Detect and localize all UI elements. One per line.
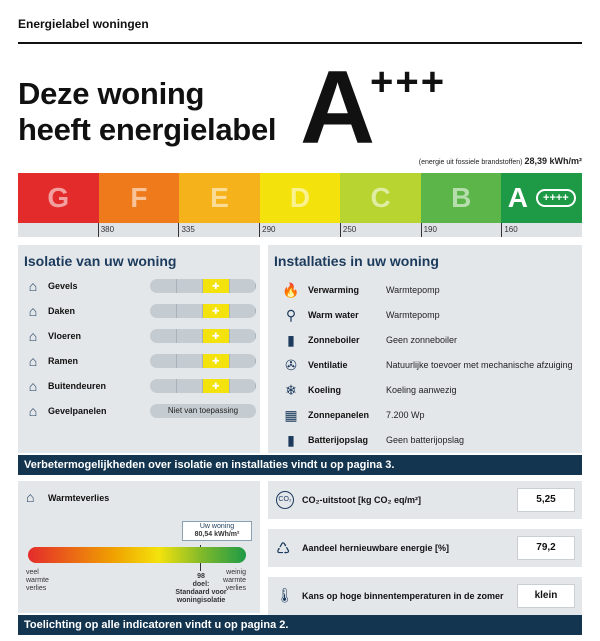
house-window-icon: ⌂ [28, 353, 38, 369]
installation-value: Warmtepomp [386, 310, 440, 320]
heat-left-caption [26, 569, 49, 593]
isolation-rating-bar [150, 279, 256, 293]
renewable-value: 79,2 [517, 536, 575, 560]
tap-icon: ⚲ [285, 306, 297, 323]
improvement-banner: Verbetermogelijkheden over isolatie en installaties vindt u op pagina 3. [18, 455, 582, 475]
rating-plus-icon: ✚ [203, 304, 230, 318]
installations-title: Installaties in uw woning [274, 253, 439, 269]
energy-label-letter: A [300, 50, 372, 166]
scale-segment-b [421, 173, 502, 223]
rating-plus-icon: ✚ [203, 279, 230, 293]
isolation-label: Daken [48, 306, 76, 316]
installation-value: Koeling aanwezig [386, 385, 457, 395]
flame-icon: 🔥 [282, 281, 300, 298]
isolation-row [24, 326, 148, 346]
installation-value: 7.200 Wp [386, 410, 425, 420]
house-wall-icon: ⌂ [28, 278, 38, 294]
installation-value: Natuurlijke toevoer met mechanische afzuiging [386, 360, 573, 370]
installation-row [282, 380, 457, 400]
installation-name: Koeling [308, 385, 341, 395]
fossil-value: 28,39 kWh/m² [524, 156, 582, 166]
energy-label-plus: +++ [370, 60, 447, 104]
isolation-row [24, 351, 148, 371]
scale-letter-a: A [507, 182, 529, 213]
house-roof-icon: ⌂ [28, 303, 38, 319]
installation-row [282, 330, 457, 350]
header-divider [18, 42, 582, 44]
isolation-rating-bar [150, 329, 256, 343]
left-caption-3: verlies [26, 585, 47, 592]
hero-title-line1: Deze woning [18, 76, 205, 111]
isolation-label: Ramen [48, 356, 79, 366]
installation-name: Warm water [308, 310, 359, 320]
isolation-label: Gevels [48, 281, 78, 291]
right-caption-3: verlies [225, 585, 246, 592]
isolation-rating-bar [150, 379, 256, 393]
heat-target [166, 573, 236, 605]
installation-value: Geen batterijopslag [386, 435, 465, 445]
rating-plus-icon: ✚ [203, 329, 230, 343]
scale-segment-a [501, 173, 582, 223]
renewable-label: Aandeel hernieuwbare energie [%] [302, 543, 450, 553]
scale-segment-e [179, 173, 260, 223]
co2-panel [268, 481, 582, 519]
installation-name: Ventilatie [308, 360, 348, 370]
threshold-0 [18, 223, 98, 237]
isolation-label: Vloeren [48, 331, 82, 341]
installation-row [282, 430, 464, 450]
isolation-row [24, 401, 148, 421]
threshold-1: 380 [98, 223, 179, 237]
isolation-label: Buitendeuren [48, 381, 107, 391]
renewable-panel [268, 529, 582, 567]
overheat-panel [268, 577, 582, 615]
scale-letter-e: E [210, 182, 229, 213]
threshold-6: 160 [501, 223, 582, 237]
energy-thresholds [18, 223, 582, 237]
isolation-value: Niet van toepassing [150, 404, 256, 418]
threshold-4: 250 [340, 223, 421, 237]
isolation-title: Isolatie van uw woning [24, 253, 177, 269]
scale-segment-g [18, 173, 99, 223]
energy-scale [18, 173, 582, 223]
target-caption-1: Standaard voor [175, 589, 227, 596]
installation-row [282, 355, 573, 375]
installation-value: Geen zonneboiler [386, 335, 458, 345]
isolation-rating-bar [150, 304, 256, 318]
left-caption-1: veel [26, 569, 39, 576]
co2-icon: CO₂ [276, 491, 294, 509]
installation-value: Warmtepomp [386, 285, 440, 295]
heat-loss-title: Warmteverlies [48, 493, 110, 503]
installation-name: Zonneboiler [308, 335, 360, 345]
renewable-icon: ♺ [276, 541, 291, 558]
left-caption-2: warmte [26, 577, 49, 584]
scale-letter-b: B [451, 182, 472, 213]
installation-row [282, 405, 425, 425]
scale-letter-g: G [47, 182, 70, 213]
target-value: 98 [197, 573, 205, 580]
hero-title-line2: heeft energielabel [18, 112, 277, 147]
threshold-2: 335 [178, 223, 259, 237]
co2-label: CO₂-uitstoot [kg CO₂ eq/m²] [302, 495, 421, 505]
heat-loss-icon: ⌂ [26, 489, 35, 505]
fossil-note-text: (energie uit fossiele brandstoffen) [418, 159, 523, 166]
boiler-icon: ▮ [287, 331, 295, 348]
scale-letter-d: D [289, 182, 311, 213]
fossil-energy-note [300, 156, 582, 166]
isolation-row [24, 376, 148, 396]
house-floor-icon: ⌂ [28, 328, 38, 344]
house-panel-icon: ⌂ [28, 403, 38, 419]
right-caption-2: warmte [223, 577, 246, 584]
right-caption-1: weinig [226, 569, 246, 576]
hero-title [18, 76, 276, 148]
scale-segment-d [260, 173, 341, 223]
installation-name: Batterijopslag [308, 435, 369, 445]
threshold-5: 190 [421, 223, 502, 237]
isolation-label: Gevelpanelen [48, 406, 107, 416]
co2-value: 5,25 [517, 488, 575, 512]
isolation-row [24, 301, 148, 321]
scale-letter-f: F [130, 182, 148, 213]
target-label: doel: [192, 581, 210, 588]
installation-name: Verwarming [308, 285, 360, 295]
fan-icon: ✇ [285, 356, 297, 373]
your-home-label: Uw woning [199, 523, 235, 530]
page-header-title: Energielabel woningen [18, 17, 149, 31]
isolation-rating-bar [150, 354, 256, 368]
installation-name: Zonnepanelen [308, 410, 370, 420]
battery-icon: ▮ [287, 431, 295, 448]
indicators-banner: Toelichting op alle indicatoren vindt u op pagina 2. [18, 615, 582, 635]
rating-plus-icon: ✚ [203, 379, 230, 393]
your-home-callout [182, 521, 252, 541]
snowflake-icon: ❄ [285, 381, 297, 398]
heat-loss-gradient [28, 547, 246, 563]
house-door-icon: ⌂ [28, 378, 38, 394]
installation-row [282, 280, 440, 300]
active-class-pill: ++++ [536, 189, 576, 207]
overheat-value: klein [517, 584, 575, 608]
scale-letter-c: C [370, 182, 391, 213]
solar-panel-icon: ▦ [284, 406, 298, 423]
rating-plus-icon: ✚ [203, 354, 230, 368]
scale-segment-f [99, 173, 180, 223]
overheat-label: Kans op hoge binnentemperaturen in de zomer [302, 591, 504, 601]
target-caption-2: woningisolatie [176, 597, 226, 604]
scale-segment-c [340, 173, 421, 223]
thermometer-warning-icon: 🌡 [276, 587, 294, 603]
isolation-row [24, 276, 148, 296]
threshold-3: 290 [259, 223, 340, 237]
your-home-value: 80,54 kWh/m² [194, 531, 240, 538]
installation-row [282, 305, 440, 325]
